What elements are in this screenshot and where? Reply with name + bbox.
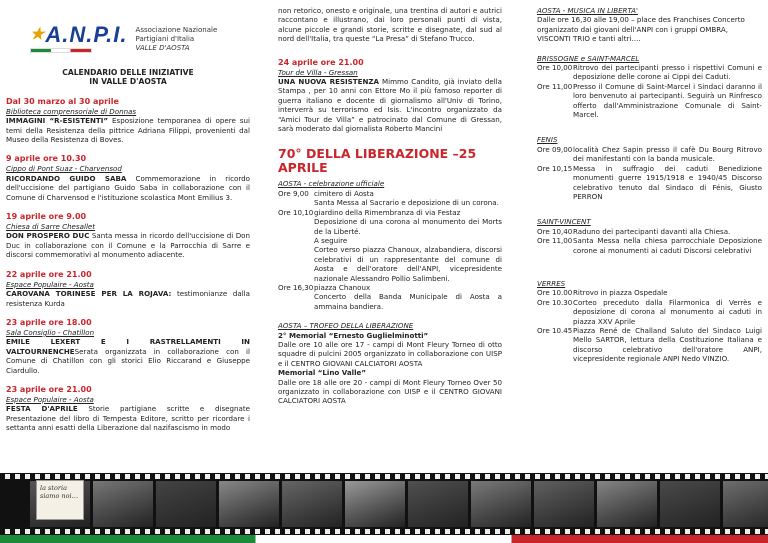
column-left: [0, 0, 256, 470]
logo-line: Partigiani d'Italia: [135, 35, 195, 43]
saint-vincent-section: [537, 217, 762, 255]
photo-frame: [408, 481, 468, 527]
photo-frame: [723, 481, 768, 527]
schedule-time: [278, 292, 314, 311]
photo-frame: [660, 481, 720, 527]
schedule-time: Ore 10.00: [537, 288, 573, 298]
schedule-time: Ore 10,15: [537, 163, 573, 173]
event-venue: Cippo di Pont Suaz - Charvensod: [6, 164, 122, 174]
schedule: [537, 288, 762, 363]
event-title: UNA NUOVA RESISTENZA: [278, 77, 380, 87]
event-date: 19 aprile ore 9.00: [6, 212, 87, 222]
schedule-text: Corteo preceduto dalla Filarmonica di Verrès e deposizione di corona al monumento ai caduti in piazza XXV Aprile: [573, 297, 762, 326]
event-title: FESTA D'APRILE: [6, 404, 78, 414]
schedule-row: [278, 189, 502, 198]
brissogne-section: [537, 54, 762, 120]
event-title: DON PROSPERO DUC: [6, 231, 90, 241]
logo-line: Associazione Nazionale: [135, 26, 218, 34]
photo-frame: [471, 481, 531, 527]
film-perforations: [0, 474, 768, 479]
event-venue: Tour de Villa - Gressan: [278, 67, 358, 77]
section-title: AOSTA – TROFEO DELLA LIBERAZIONE: [278, 321, 414, 331]
anpi-logo-mark: [30, 24, 128, 46]
section-title: BRISSOGNE e SAINT-MARCEL: [537, 53, 640, 63]
schedule-row: [537, 63, 762, 82]
event-item: [6, 212, 250, 260]
column-center: [256, 0, 512, 470]
event-body: Esposizione temporanea di opere sui temi della Resistenza della pittrice Adriana Filippi, provenienti dal Museo della Resistenza di Boves.: [6, 116, 250, 145]
schedule-text: Santa Messa al Sacrario e deposizione di un corona.: [314, 198, 499, 208]
liberazione-schedule: [278, 189, 502, 311]
event-item: [6, 270, 250, 308]
event-item: [6, 154, 250, 202]
film-strip: [0, 473, 768, 535]
schedule-time: Ore 11,00: [537, 236, 573, 246]
schedule-text: A seguire: [314, 235, 348, 245]
event-date: 22 aprile ore 21.00: [6, 269, 92, 279]
section-title: AOSTA - MUSICA IN LIBERTA': [537, 6, 638, 15]
event-description: [6, 174, 250, 202]
event-venue: Espace Populaire - Aosta: [6, 279, 94, 289]
photo-frame: [282, 481, 342, 527]
schedule-time: Ore 10,10: [278, 207, 314, 217]
schedule-row: [278, 283, 502, 292]
schedule-row: [278, 198, 502, 207]
event-title: RICORDANDO GUIDO SABA: [6, 173, 127, 183]
schedule: [537, 63, 762, 119]
schedule-time: Ore 9,00: [278, 188, 309, 198]
film-caption: [36, 480, 84, 520]
schedule-row: [537, 82, 762, 120]
memorial-body: Dalle ore 10 alle ore 17 - campi di Mont Fleury Torneo di otto squadre di pulcini 2005 organizzato in collaborazione con UISP e il CENTRO GIOVANI CALCIATORI AOSTA: [278, 339, 502, 368]
photo-frame: [219, 481, 279, 527]
event-item: [6, 97, 250, 145]
fenis-section: [537, 135, 762, 201]
verres-section: [537, 279, 762, 364]
schedule-time: Ore 10,00: [537, 63, 573, 73]
schedule: [537, 227, 762, 255]
schedule-text: Raduno dei partecipanti davanti alla Chiesa.: [573, 226, 731, 236]
caption-line: la storia: [40, 484, 67, 492]
photo-frame: [597, 481, 657, 527]
schedule-text: Messa in suffragio dei caduti Benedizione monumenti guerre 1915/1918 e 1940/45 Discorso celebrativo tenuto dal Sindaco di Fénis, Giusto PERRON: [573, 163, 762, 201]
schedule-row: [278, 292, 502, 311]
event-date: 9 aprile ore 10.30: [6, 154, 87, 164]
schedule: [537, 145, 762, 201]
event-title: CAROVANA TORINESE PER LA ROJAVA:: [6, 289, 172, 299]
event-date: 23 aprile ore 18.00: [6, 317, 92, 327]
schedule-time: Ore 10.45: [537, 325, 573, 335]
schedule-text: Piazza René de Challand Saluto del Sindaco Luigi Mello SARTOR, lettura della Costituzione Italiana e discorso celebrativo dell'oratore ANPI, vicepresidente regionale ANPI Nedo VINZIO.: [573, 325, 762, 364]
event-venue: Sala Consiglio - Chatillon: [6, 327, 95, 337]
schedule-row: [537, 227, 762, 236]
memorial-title: Memorial “Lino Valle”: [278, 368, 366, 378]
event-description: [6, 231, 250, 259]
section-body: Dalle ore 16,30 alle 19,00 – place des Franchises Concerto organizzato dai giovani dell'ANPI con i gruppi OMBRA, VISCONTI TRIO e tanti altri….: [537, 15, 745, 44]
event-date: 24 aprile ore 21.00: [278, 57, 364, 67]
schedule-time: [278, 236, 314, 245]
photo-frame: [345, 481, 405, 527]
event-gressan: [278, 58, 502, 134]
calendar-title: [6, 68, 250, 87]
event-body: Serata organizzata in collaborazione con il Comune di Chatillon con gli storici Elio Riccarand e Giuseppe Ciardullo.: [6, 346, 250, 375]
logo-line: VALLE D'AOSTA: [135, 44, 190, 52]
schedule-time: [278, 217, 314, 236]
schedule-text: piazza Chanoux: [314, 282, 371, 292]
event-list: [6, 97, 250, 433]
event-description: [6, 404, 250, 432]
event-description: [6, 337, 250, 375]
schedule-row: [537, 326, 762, 364]
section-title: SAINT-VINCENT: [537, 217, 591, 227]
section-title: FENIS: [537, 135, 558, 145]
event-venue: Biblioteca comprensoriale di Donnas: [6, 106, 137, 116]
tricolor-band: [0, 535, 768, 543]
event-body: testimonianze dalla resistenza Kurda: [6, 289, 250, 308]
logo-mark-text: A.N.P.I.: [45, 22, 128, 47]
schedule-time: Ore 11,00: [537, 81, 573, 91]
event-body: Santa messa in ricordo dell'uccisione di Don Duc in collaborazione con il Comune e la Parrocchia di Sarre e discorsi commemorativi al monumento adiacente.: [6, 231, 250, 260]
schedule-row: [537, 164, 762, 202]
schedule-text: Presso il Comune di Saint-Marcel i Sindaci daranno il loro benvenuto ai partecipanti. Seguirà un Rinfresco offerto dall'Amministrazione Comunale di Saint-Marcel.: [573, 81, 762, 120]
book-description: non retorico, onesto e originale, una trentina di autori e autrici raccontano e illustrano, dai loro personali punti di vista, alcune piccole e grandi storie, scritte e disegnate, dal sud al nord dell'Italia, tra queste “La Presa” di Stefano Trucco.: [278, 6, 502, 44]
event-body: Commemorazione in ricordo dell'uccisione del partigiano Guido Saba in collaborazione con il Comune di Charvensod e l'istituzione scolastica Mont Emilius 3.: [6, 173, 250, 202]
schedule-row: [278, 217, 502, 236]
schedule-text: cimitero di Aosta: [314, 188, 374, 198]
schedule-time: [278, 245, 314, 283]
event-body: Storie partigiane scritte e disegnate Presentazione del libro di Tempesta Editore, scritto per ricordare i settanta anni esatti della Liberazione dal nazifascismo in modo: [6, 404, 251, 433]
section-title: VERRES: [537, 278, 566, 288]
schedule-text: Ritrovo in piazza Ospedale: [573, 288, 668, 298]
event-date: Dal 30 marzo al 30 aprile: [6, 96, 119, 106]
schedule-text: Ritrovo dei partecipanti presso i rispettivi Comuni e deposizione delle corone ai Cippi dei Caduti.: [573, 63, 762, 82]
schedule-row: [537, 145, 762, 164]
star-icon: ★: [30, 26, 46, 43]
event-title: IMMAGINI “R-ESISTENTI”: [6, 116, 109, 126]
schedule-text: Corteo verso piazza Chanoux, alzabandiera, discorsi celebrativi di un rappresentante del comune di Aosta e dell'oratore dell'ANPI, vicepresidente nazionale Alessandro Pollio Salimbeni.: [314, 245, 502, 283]
photo-frame: [93, 481, 153, 527]
schedule-row: [537, 298, 762, 326]
photo-frames: [0, 481, 768, 527]
schedule-row: [537, 236, 762, 255]
memorial-title: 2° Memorial “Ernesto Guglielminotti”: [278, 330, 429, 340]
event-date: 23 aprile ore 21.00: [6, 384, 92, 394]
column-right: [512, 0, 768, 470]
event-item: [6, 385, 250, 433]
schedule-text: località Chez Sapin presso il cafè Du Bourg Ritrovo dei manifestanti con la banda musicale.: [573, 144, 762, 164]
schedule-row: [278, 245, 502, 283]
liberazione-heading: 70° DELLA LIBERAZIONE –25 APRILE: [278, 146, 477, 176]
anpi-logo: [30, 24, 250, 66]
schedule-text: Santa Messa nella chiesa parrocchiale Deposizione corone ai monumenti ai caduti Discorsi celebrativi: [573, 236, 762, 255]
event-title: EMILE LEXERT E I RASTRELLAMENTI IN VALTOURNENCHE: [6, 337, 250, 356]
event-venue: Espace Populaire - Aosta: [6, 394, 94, 404]
calendar-title-line: CALENDARIO DELLE INIZIATIVE: [62, 68, 194, 77]
event-body: Mimmo Candito, già inviato della Stampa , per 10 anni con Ettore Mo il più famoso reporter di guerra italiano e docente di giornalismo all'Univ di Torino, interverrà su terrorismo ed Isis. L'incontro organizzato da “Amici Tour de Villa” e patrocinato dal Comune di Gressan, sarà moderato dal giornalista Roberto Mancini: [278, 77, 502, 134]
schedule-time: Ore 10.30: [537, 297, 573, 307]
schedule-time: Ore 16,30: [278, 282, 314, 292]
schedule-text: Deposizione di una corona al monumento dei Morts de la Liberté.: [314, 217, 502, 236]
calendar-title-line: IN VALLE D'AOSTA: [89, 77, 167, 87]
event-venue: Chiesa di Sarre Chesallet: [6, 222, 96, 232]
logo-subtitle: [136, 26, 218, 53]
photo-frame: [534, 481, 594, 527]
schedule-time: Ore 10,40: [537, 226, 573, 236]
caption-line: siamo noi…: [40, 492, 79, 500]
schedule-time: Ore 09,00: [537, 144, 573, 154]
musica-section: [537, 6, 762, 44]
event-description: [6, 289, 250, 308]
schedule-time: [278, 198, 314, 207]
trofeo-section: [278, 321, 502, 406]
schedule-row: [278, 236, 502, 245]
schedule-row: [537, 288, 762, 297]
film-perforations: [0, 529, 768, 534]
schedule-text: Concerto della Banda Municipale di Aosta a ammaina bandiera.: [314, 292, 502, 311]
event-item: [6, 318, 250, 375]
tricolor-flag-icon: [30, 48, 92, 53]
schedule-row: [278, 208, 502, 217]
memorial-body: Dalle ore 18 alle ore 20 - campi di Mont Fleury Torneo Over 50 organizzato in collaborazione con UISP e il CENTRO GIOVANI CALCIATORI AOSTA: [278, 377, 502, 406]
event-description: [6, 116, 250, 144]
section-title: AOSTA - celebrazione ufficiale: [278, 179, 385, 189]
photo-frame: [156, 481, 216, 527]
schedule-text: giardino della Rimembranza di via Festaz: [314, 207, 461, 217]
